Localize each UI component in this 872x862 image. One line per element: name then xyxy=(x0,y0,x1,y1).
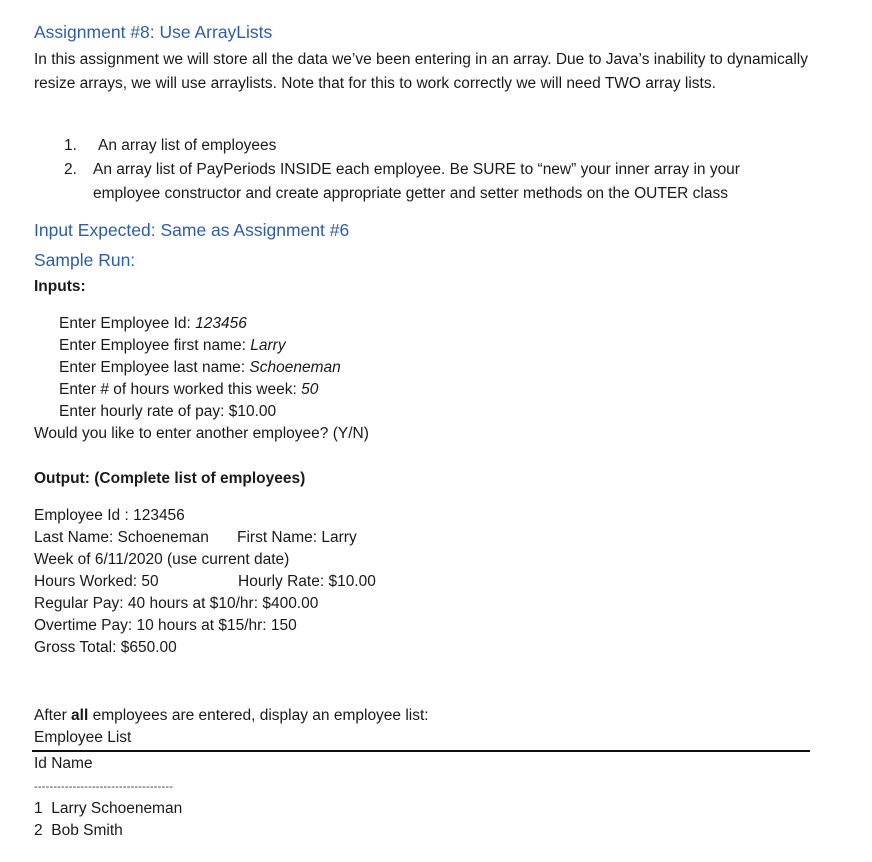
input-line-id: Enter Employee Id: 123456 xyxy=(59,315,247,332)
input-line-rate: Enter hourly rate of pay: $10.00 xyxy=(59,403,277,420)
employee-list-title: Employee List xyxy=(34,729,132,746)
sample-run-heading: Sample Run: xyxy=(34,250,136,270)
output-first-name: First Name: Larry xyxy=(237,529,357,546)
employee-list-header: Id Name xyxy=(34,755,93,772)
list-item-number: 2. xyxy=(64,161,77,178)
intro-paragraph: In this assignment we will store all the data we’ve been entering in an array. Due to Java’s inability to dynamically resize arrays, we will use arraylists. Note that for this to work correctly we will need TWO array lists. xyxy=(34,51,808,92)
output-employee-id: Employee Id : 123456 xyxy=(34,507,185,524)
list-divider: ------------------------------------ xyxy=(34,781,174,793)
output-hours: Hours Worked: 50 xyxy=(34,573,159,590)
inputs-label: Inputs: xyxy=(34,278,86,295)
list-item-text: An array list of employees xyxy=(98,137,277,154)
input-line-last-name: Enter Employee last name: Schoeneman xyxy=(59,359,341,376)
output-regular-pay: Regular Pay: 40 hours at $10/hr: $400.00 xyxy=(34,595,319,612)
list-item-text: An array list of PayPeriods INSIDE each employee. Be SURE to “new” your inner array in your xyxy=(93,161,740,178)
input-line-hours: Enter # of hours worked this week: 50 xyxy=(59,381,319,398)
input-line-first-name: Enter Employee first name: Larry xyxy=(59,337,286,354)
input-expected-heading: Input Expected: Same as Assignment #6 xyxy=(34,220,350,240)
output-rate: Hourly Rate: $10.00 xyxy=(238,573,376,590)
output-last-name: Last Name: Schoeneman xyxy=(34,529,209,546)
output-week: Week of 6/11/2020 (use current date) xyxy=(34,551,290,568)
list-item: 1 Larry Schoeneman xyxy=(34,800,183,817)
list-title-rule xyxy=(32,750,810,752)
list-item-text-continued: employee constructor and create appropriate getter and setter methods on the OUTER class xyxy=(93,185,728,202)
after-instructions: After all employees are entered, display an employee list: xyxy=(34,707,429,724)
page-title: Assignment #8: Use ArrayLists xyxy=(34,22,273,42)
another-employee-prompt: Would you like to enter another employee? (Y/N) xyxy=(34,425,369,442)
output-gross-total: Gross Total: $650.00 xyxy=(34,639,177,656)
list-item-number: 1. xyxy=(64,137,77,154)
output-overtime-pay: Overtime Pay: 10 hours at $15/hr: 150 xyxy=(34,617,297,634)
list-item: 2 Bob Smith xyxy=(34,822,123,839)
output-label: Output: (Complete list of employees) xyxy=(34,470,306,487)
